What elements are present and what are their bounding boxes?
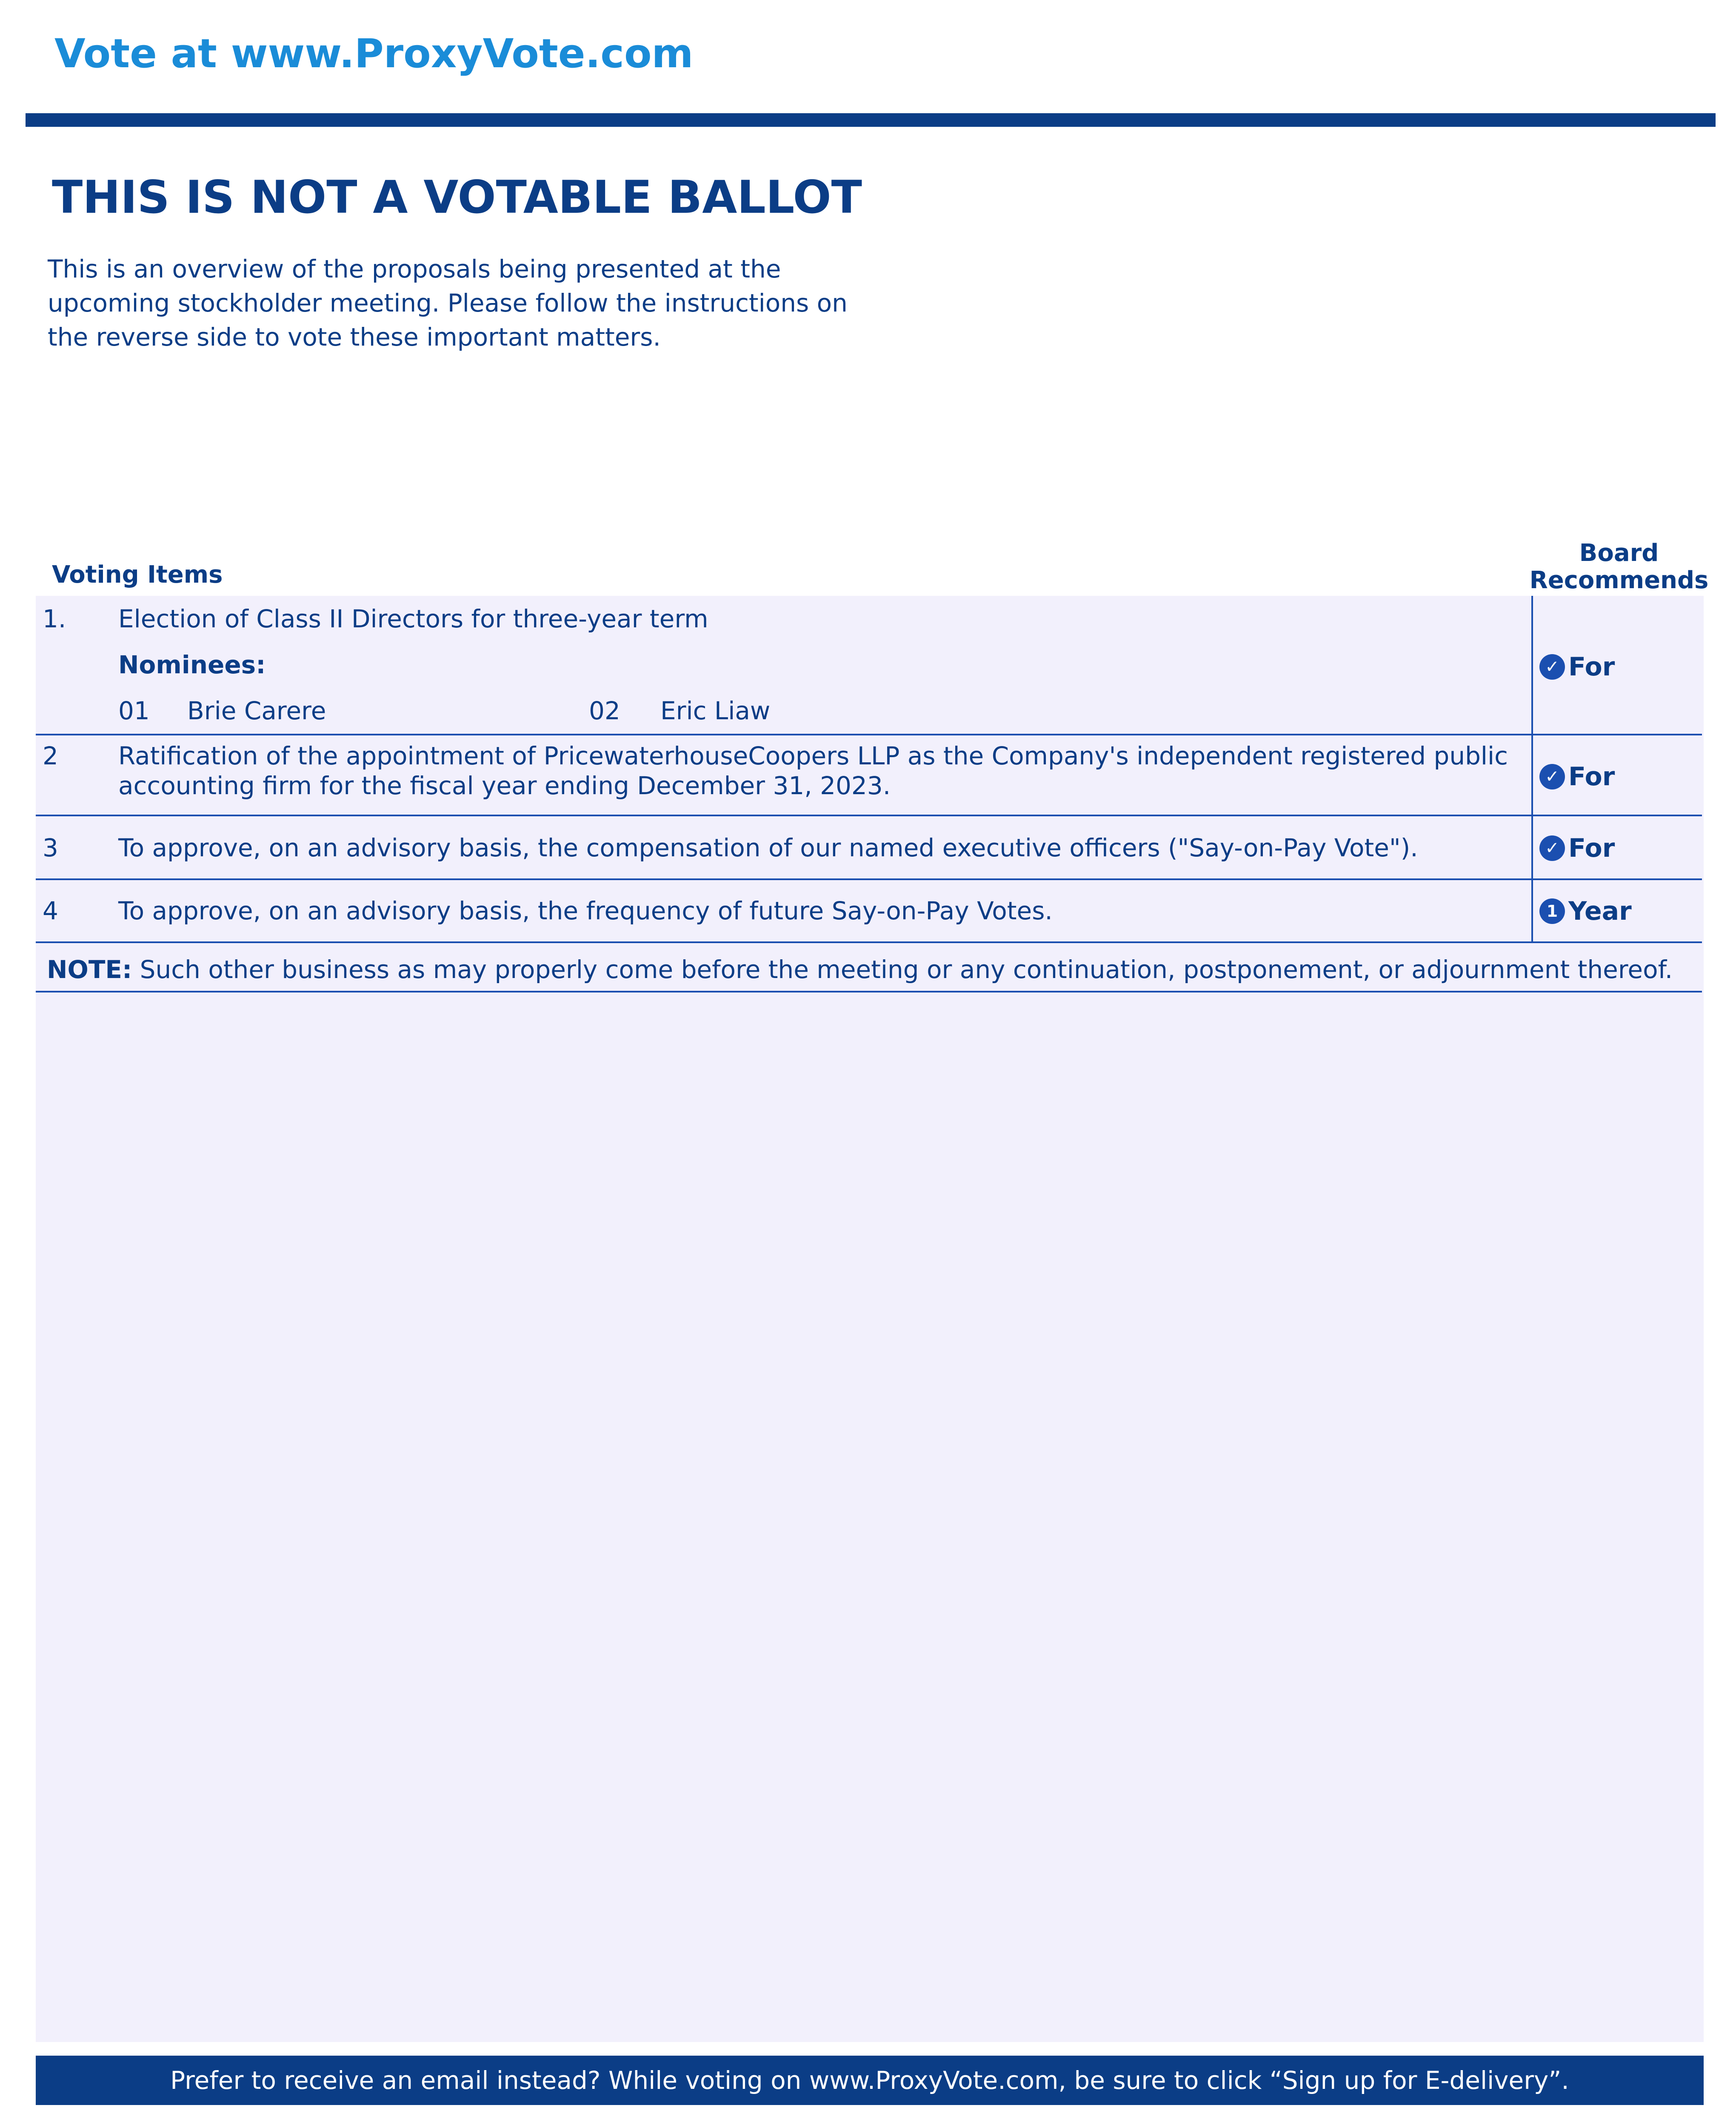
- recommendation-column-divider: [1531, 596, 1533, 941]
- recommendation-label: For: [1568, 762, 1615, 792]
- board-recommends-header: [1528, 540, 1710, 594]
- nominee-code: 02: [589, 696, 620, 725]
- board-recommends-line: Board: [1579, 539, 1659, 567]
- row-divider: [36, 878, 1702, 880]
- board-recommends-line: Recommends: [1529, 566, 1709, 594]
- page-title: THIS IS NOT A VOTABLE BALLOT: [52, 171, 862, 223]
- nominee-name: Brie Carere: [187, 696, 326, 725]
- note-text: Such other business as may properly come before the meeting or any continuation, postponement, or adjournment thereof.: [132, 955, 1673, 984]
- row-divider: [36, 815, 1702, 816]
- item-number: 2: [43, 741, 58, 770]
- e-delivery-text: Prefer to receive an email instead? While voting on www.ProxyVote.com, be sure to click “Sign up for E-delivery”.: [170, 2066, 1569, 2095]
- header-divider: [26, 113, 1716, 127]
- item-text: To approve, on an advisory basis, the compensation of our named executive officers ("Say-on-Pay Vote").: [118, 833, 1418, 862]
- row-divider: [36, 941, 1702, 943]
- intro-line: upcoming stockholder meeting. Please follow the instructions on: [48, 289, 848, 317]
- voting-items-header: Voting Items: [52, 561, 223, 589]
- item-number: 1.: [43, 604, 66, 633]
- nominees-label: Nominees:: [118, 650, 266, 679]
- intro-line: This is an overview of the proposals being presented at the: [48, 255, 781, 283]
- voting-items-panel: [36, 596, 1704, 2042]
- row-divider: [36, 991, 1702, 992]
- nominee-code: 01: [118, 696, 150, 725]
- check-circle-icon: ✓: [1539, 835, 1565, 861]
- recommendation-for: [1539, 833, 1615, 863]
- row-divider: [36, 734, 1702, 735]
- note: [47, 955, 1673, 984]
- item-text: Ratification of the appointment of PricewaterhouseCoopers LLP as the Company's independent registered public: [118, 741, 1508, 770]
- number-one-circle-icon: 1: [1539, 898, 1565, 924]
- recommendation-for: [1539, 762, 1615, 792]
- item-number: 3: [43, 833, 58, 862]
- recommendation-for: [1539, 652, 1615, 682]
- e-delivery-banner: [36, 2056, 1704, 2105]
- item-text: accounting firm for the fiscal year ending December 31, 2023.: [118, 771, 891, 800]
- note-label: NOTE:: [47, 955, 132, 984]
- intro-line: the reverse side to vote these important matters.: [48, 323, 661, 352]
- item-text: To approve, on an advisory basis, the frequency of future Say-on-Pay Votes.: [118, 896, 1053, 925]
- check-circle-icon: ✓: [1539, 654, 1565, 680]
- recommendation-label: For: [1568, 833, 1615, 863]
- item-text: Election of Class II Directors for three-year term: [118, 604, 708, 633]
- recommendation-label: For: [1568, 652, 1615, 682]
- item-number: 4: [43, 896, 58, 925]
- intro-paragraph: [48, 252, 882, 354]
- check-circle-icon: ✓: [1539, 764, 1565, 789]
- recommendation-label: Year: [1568, 896, 1632, 926]
- proxyvote-link[interactable]: Vote at www.ProxyVote.com: [54, 31, 694, 77]
- recommendation-year: [1539, 896, 1632, 926]
- nominee-name: Eric Liaw: [660, 696, 771, 725]
